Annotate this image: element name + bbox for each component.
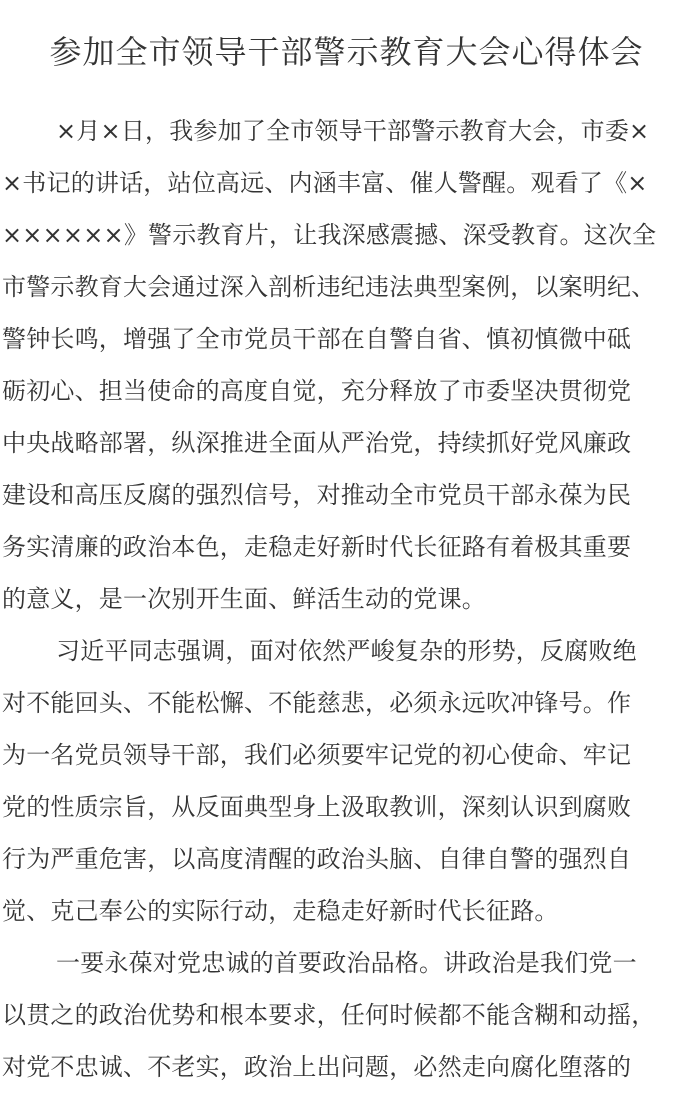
paragraph-line: 以贯之的政治优势和根本要求，任何时候都不能含糊和动摇，	[2, 1001, 656, 1029]
paragraph-line: 建设和高压反腐的强烈信号，对推动全市党员干部永葆为民	[2, 481, 632, 509]
paragraph-line: 务实清廉的政治本色，走稳走好新时代长征路有着极其重要	[2, 533, 632, 561]
paragraph-line: 警钟长鸣，增强了全市党员干部在自警自省、慎初慎微中砥	[2, 325, 632, 353]
paragraph-line: 砺初心、担当使命的高度自觉，充分释放了市委坚决贯彻党	[2, 377, 632, 405]
paragraph-line: 行为严重危害，以高度清醒的政治头脑、自律自警的强烈自	[2, 845, 632, 873]
paragraph-line: 习近平同志强调，面对依然严峻复杂的形势，反腐败绝	[56, 637, 637, 665]
paragraph-line: ×月×日，我参加了全市领导干部警示教育大会，市委×	[56, 117, 650, 145]
paragraph-line: 中央战略部署，纵深推进全面从严治党，持续抓好党风廉政	[2, 429, 632, 457]
paragraph-line: ××××××》警示教育片，让我深感震撼、深受教育。这次全	[2, 221, 657, 249]
paragraph-line: 对党不忠诚、不老实，政治上出问题，必然走向腐化堕落的	[2, 1053, 632, 1081]
paragraph-line: 对不能回头、不能松懈、不能慈悲，必须永远吹冲锋号。作	[2, 689, 632, 717]
paragraph-line: 的意义，是一次别开生面、鲜活生动的党课。	[2, 585, 486, 613]
paragraph-line: 市警示教育大会通过深入剖析违纪违法典型案例，以案明纪、	[2, 273, 656, 301]
document-title: 参加全市领导干部警示教育大会心得体会	[49, 33, 644, 71]
paragraph-line: 觉、克己奉公的实际行动，走稳走好新时代长征路。	[2, 897, 559, 925]
paragraph-line: 党的性质宗旨，从反面典型身上汲取教训，深刻认识到腐败	[2, 793, 632, 821]
paragraph-line: ×书记的讲话，站位高远、内涵丰富、催人警醒。观看了《×	[2, 169, 648, 197]
paragraph-line: 一要永葆对党忠诚的首要政治品格。讲政治是我们党一	[56, 949, 637, 977]
document-body	[2, 105, 693, 1093]
paragraph-line: 为一名党员领导干部，我们必须要牢记党的初心使命、牢记	[2, 741, 632, 769]
